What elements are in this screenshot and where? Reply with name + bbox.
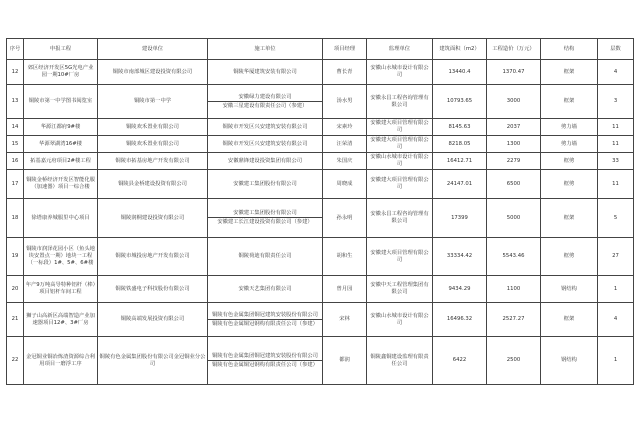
header-supervisor: 监理单位: [367, 39, 433, 60]
contractor-name: 铜陵有色金属集团铜冠建筑安装股份有限公司: [212, 311, 318, 318]
cell-area: 17399: [433, 199, 487, 238]
header-row: [7, 39, 634, 60]
cell-project: 狮子山高新区高端智造产业加速器项目12#、3#厂房: [24, 303, 98, 337]
contractor-name: 安徽三星建设有限责任公司（参建）: [208, 101, 322, 110]
cell-pm: 曹长青: [323, 60, 367, 85]
cell-floors: 4: [598, 303, 634, 337]
cell-contractor: [208, 85, 323, 119]
cell-floors: 3: [598, 85, 634, 119]
table-row: [7, 303, 634, 337]
cell-supervisor: 安徽建大项目管理有限公司: [367, 119, 433, 136]
contractor-name: 铜陵有色金属铜冠钢构有限责任公司（参建）: [208, 360, 322, 369]
cell-cost: 2279: [487, 153, 541, 170]
cell-supervisor: 安徽山水城市设计有限公司: [367, 60, 433, 85]
cell-contractor: [208, 238, 323, 276]
header-no: 序号: [7, 39, 24, 60]
cell-cost: 1300: [487, 136, 541, 153]
cell-owner: 铜陵市南部城区建设投资有限公司: [98, 60, 208, 85]
header-floors: 层数: [598, 39, 634, 60]
cell-owner: 铜陵市城投房地产开发有限公司: [98, 238, 208, 276]
cell-pm: 汤水男: [323, 85, 367, 119]
cell-no: 16: [7, 153, 24, 170]
cell-contractor: [208, 136, 323, 153]
cell-pm: 曾月园: [323, 276, 367, 303]
cell-floors: 33: [598, 153, 634, 170]
cell-area: 16412.71: [433, 153, 487, 170]
project-table: [6, 38, 634, 385]
cell-area: 33334.42: [433, 238, 487, 276]
cell-pm: 汪荣清: [323, 136, 367, 153]
project-table-wrapper: [6, 38, 634, 385]
cell-project: 铜陵金桥经济开发区智能化服（加速器）项目一综合楼: [24, 170, 98, 199]
cell-structure: 框架: [541, 303, 598, 337]
cell-structure: 框剪: [541, 153, 598, 170]
header-owner: 建设单位: [98, 39, 208, 60]
cell-supervisor: 铜陵鑫铜建设监理有限责任公司: [367, 337, 433, 385]
table-row: [7, 60, 634, 85]
cell-supervisor: 安徽建大项目管理有限公司: [367, 170, 433, 199]
cell-no: 12: [7, 60, 24, 85]
cell-contractor: [208, 60, 323, 85]
table-row: [7, 85, 634, 119]
cell-contractor: [208, 303, 323, 337]
cell-pm: 宋林: [323, 303, 367, 337]
table-row: [7, 276, 634, 303]
cell-structure: 钢结构: [541, 337, 598, 385]
cell-cost: 2037: [487, 119, 541, 136]
table-row: [7, 136, 634, 153]
header-pm: 项目经理: [323, 39, 367, 60]
cell-cost: 2527.27: [487, 303, 541, 337]
cell-cost: 1370.47: [487, 60, 541, 85]
table-row: [7, 153, 634, 170]
cell-floors: 27: [598, 238, 634, 276]
cell-project: 铜陵市润泽花园小区（鱼头地块安置点一期）地块一工程（一标段）1#、5#、6#楼: [24, 238, 98, 276]
cell-cost: 1100: [487, 276, 541, 303]
cell-no: 15: [7, 136, 24, 153]
cell-contractor: [208, 170, 323, 199]
cell-structure: 框剪: [541, 238, 598, 276]
cell-owner: 铜陵市第一中学: [98, 85, 208, 119]
cell-pm: 孙永明: [323, 199, 367, 238]
cell-pm: 宋素玲: [323, 119, 367, 136]
cell-project: 郊区经济开发区5G光电产业园一期10#厂房: [24, 60, 98, 85]
cell-structure: 剪力墙: [541, 136, 598, 153]
cell-area: 16496.32: [433, 303, 487, 337]
cell-no: 18: [7, 199, 24, 238]
header-project: 申报工程: [24, 39, 98, 60]
cell-cost: 5543.46: [487, 238, 541, 276]
cell-contractor: [208, 337, 323, 385]
contractor-name: 安徽建工长江建设投资有限公司（参建）: [208, 217, 322, 226]
table-row: [7, 199, 634, 238]
cell-owner: 铜陵欢禾置业有限公司: [98, 136, 208, 153]
cell-project: 拓基嘉元府项目2#楼工程: [24, 153, 98, 170]
contractor-name: 安徽绿力建设有限公司: [238, 93, 292, 100]
cell-owner: 铜陵欢禾置业有限公司: [98, 119, 208, 136]
cell-project: 徐塔康养城服里中心项目: [24, 199, 98, 238]
cell-no: 14: [7, 119, 24, 136]
cell-area: 9434.29: [433, 276, 487, 303]
header-contractor: 施工单位: [208, 39, 323, 60]
cell-no: 21: [7, 303, 24, 337]
cell-cost: 5000: [487, 199, 541, 238]
cell-project: 铜陵市第一中学图书阅览室: [24, 85, 98, 119]
contractor-name: 铜陵市开发区兴安建筑安装有限公司: [222, 123, 308, 130]
table-row: [7, 337, 634, 385]
cell-supervisor: 安徽建大项目管理有限公司: [367, 238, 433, 276]
cell-contractor: [208, 199, 323, 238]
cell-structure: 钢结构: [541, 276, 598, 303]
cell-pm: 朱国庆: [323, 153, 367, 170]
contractor-name: 铜陵华厦建筑安装有限公司: [233, 68, 297, 75]
cell-owner: 铜陵有色金属集团股份有限公司金冠铜业分公司: [98, 337, 208, 385]
cell-area: 8218.05: [433, 136, 487, 153]
cell-structure: 剪力墙: [541, 119, 598, 136]
contractor-name: 安徽天艺集团有限公司: [238, 285, 292, 292]
cell-cost: 3000: [487, 85, 541, 119]
header-area: 建筑面积（m2）: [433, 39, 487, 60]
cell-owner: 铜陵县金桥建设投资有限公司: [98, 170, 208, 199]
cell-structure: 框剪: [541, 170, 598, 199]
cell-contractor: [208, 153, 323, 170]
cell-pm: 胡和生: [323, 238, 367, 276]
cell-project: 华源翠湖湾16#楼: [24, 136, 98, 153]
contractor-name: 铜陵荷迪有限责任公司: [238, 253, 292, 259]
cell-no: 22: [7, 337, 24, 385]
contractor-name: 铜陵有色金属集团铜冠建筑安装股份有限公司: [212, 352, 318, 359]
cell-floors: 1: [598, 337, 634, 385]
cell-supervisor: 安徽建大项目管理有限公司: [367, 136, 433, 153]
cell-cost: 2500: [487, 337, 541, 385]
contractor-name: 安徽建工集团股份有限公司: [233, 180, 297, 187]
cell-owner: 铜陵高端发展投资有限公司: [98, 303, 208, 337]
cell-no: 20: [7, 276, 24, 303]
cell-supervisor: 安徽山水城市设计有限公司: [367, 153, 433, 170]
cell-no: 17: [7, 170, 24, 199]
cell-no: 13: [7, 85, 24, 119]
cell-area: 6422: [433, 337, 487, 385]
cell-supervisor: 安徽永昌工程咨询管理有限公司: [367, 85, 433, 119]
cell-contractor: [208, 276, 323, 303]
cell-project: 年产9万吨高导特种铝杆（棒）项目铝杆车间工程: [24, 276, 98, 303]
header-structure: 结构: [541, 39, 598, 60]
cell-structure: 框架: [541, 85, 598, 119]
cell-area: 8145.63: [433, 119, 487, 136]
cell-floors: 11: [598, 170, 634, 199]
table-row: [7, 170, 634, 199]
cell-area: 13440.4: [433, 60, 487, 85]
contractor-name: 铜陵市开发区兴安建筑安装有限公司: [222, 140, 308, 147]
cell-area: 24147.01: [433, 170, 487, 199]
contractor-name: 安徽建工集团股份有限公司: [233, 210, 297, 216]
cell-cost: 6500: [487, 170, 541, 199]
cell-area: 10793.65: [433, 85, 487, 119]
header-cost: 工程造价（万元）: [487, 39, 541, 60]
cell-no: 19: [7, 238, 24, 276]
table-row: [7, 238, 634, 276]
cell-project: 金冠铜业铜冶炼渣资源综合利用项目一磨浮工序: [24, 337, 98, 385]
cell-floors: 11: [598, 136, 634, 153]
table-row: [7, 119, 634, 136]
cell-floors: 11: [598, 119, 634, 136]
cell-project: 华源江都府9#楼: [24, 119, 98, 136]
cell-contractor: [208, 119, 323, 136]
cell-floors: 5: [598, 199, 634, 238]
cell-structure: 框架: [541, 199, 598, 238]
cell-supervisor: 安徽中天工程管理集团有限公司: [367, 276, 433, 303]
cell-pm: 周晓成: [323, 170, 367, 199]
cell-floors: 1: [598, 276, 634, 303]
cell-structure: 框架: [541, 60, 598, 85]
cell-owner: 铜陵市拓基房地产开发有限公司: [98, 153, 208, 170]
cell-supervisor: 安徽永昌工程咨询管理有限公司: [367, 199, 433, 238]
contractor-name: 安徽鼎锋建设投资集团有限公司: [227, 157, 303, 164]
cell-owner: 铜陵铁盛电子科技股份有限公司: [98, 276, 208, 303]
cell-supervisor: 安徽山水城市设计有限公司: [367, 303, 433, 337]
cell-floors: 4: [598, 60, 634, 85]
cell-owner: 铜陵润桐建设投资有限公司: [98, 199, 208, 238]
contractor-name: 铜陵有色金属铜冠钢构有限责任公司（参建）: [208, 319, 322, 328]
cell-pm: 都润: [323, 337, 367, 385]
